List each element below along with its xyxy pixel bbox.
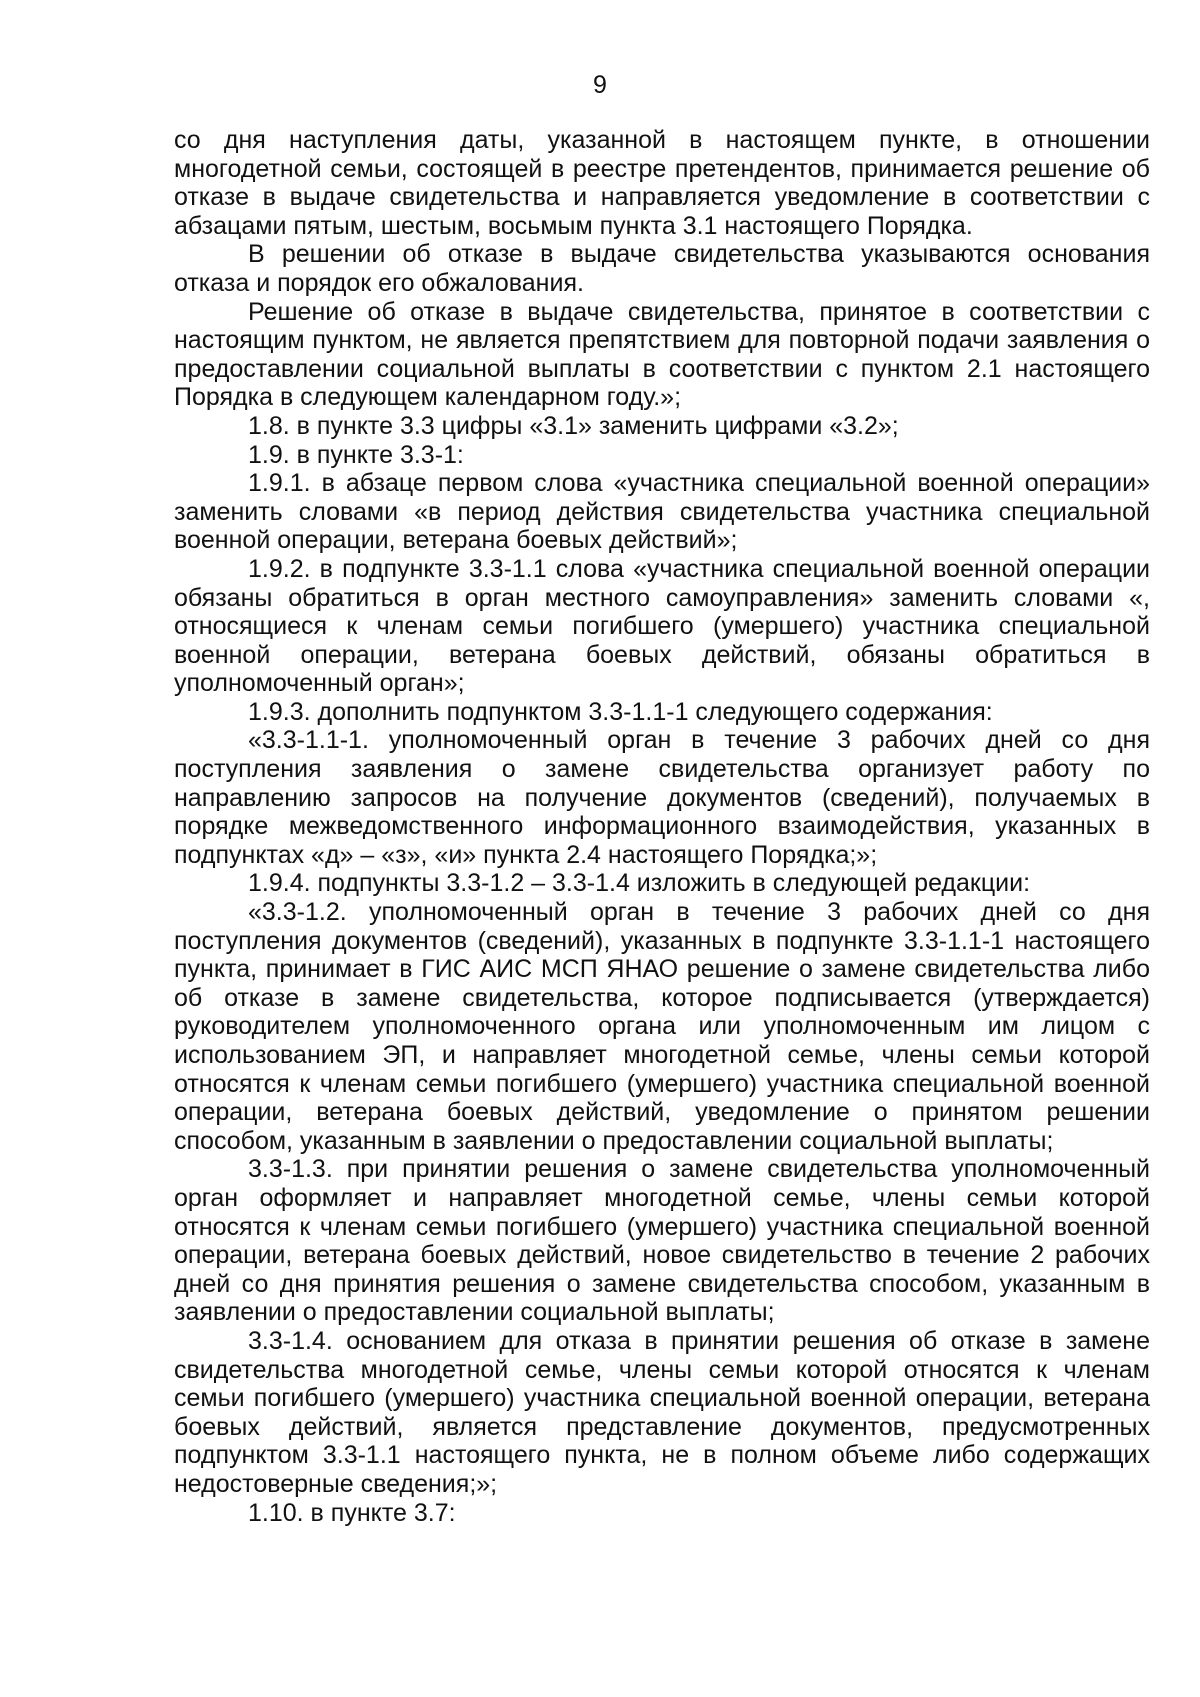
- paragraph-1-8: 1.8. в пункте 3.3 цифры «3.1» заменить цифрами «3.2»;: [248, 411, 899, 440]
- paragraph-1-9-1: 1.9.1. в абзаце первом слова «участника специальной военной операции» заменить словами «в период действия свидетельства участника специальной военной операции, ветерана боевых действий»;: [174, 469, 1150, 555]
- paragraph-3-3-1-1-1: «3.3-1.1-1. уполномоченный орган в течение 3 рабочих дней со дня поступления заявления о замене свидетельства организует работу по направлению запросов на получение документов (сведений), получаемых в порядке межведомственного информационного взаимодействия, указанных в подпунктах «д» – «з», «и» пункта 2.4 настоящего Порядка;»;: [174, 726, 1150, 869]
- page-number: 9: [593, 71, 607, 99]
- paragraph-3-3-1-4: 3.3-1.4. основанием для отказа в принятии решения об отказе в замене свидетельства многодетной семье, члены семьи которой относятся к членам семьи погибшего (умершего) участника специальной военной операции, ветерана боевых действий, является представление документов, предусмотренных подпунктом 3.3-1.1 настоящего пункта, не в полном объеме либо содержащих недостоверные сведения;»;: [174, 1326, 1150, 1498]
- paragraph-refusal-grounds: В решении об отказе в выдаче свидетельства указываются основания отказа и порядок его обжалования.: [174, 240, 1150, 297]
- paragraph-1-9-4: 1.9.4. подпункты 3.3-1.2 – 3.3-1.4 изложить в следующей редакции:: [248, 869, 1031, 898]
- paragraph-refusal-decision: Решение об отказе в выдаче свидетельства, принятое в соответствии с настоящим пунктом, не является препятствием для повторной подачи заявления о предоставлении социальной выплаты в соответствии с пунктом 2.1 настоящего Порядка в следующем календарном году.»;: [174, 297, 1150, 412]
- paragraph-1-9-2: 1.9.2. в подпункте 3.3-1.1 слова «участника специальной военной операции обязаны обратиться в орган местного самоуправления» заменить словами «, относящиеся к членам семьи погибшего (умершего) участника специальной военной операции, ветерана боевых действий, обязаны обратиться в уполномоченный орган»;: [174, 554, 1150, 698]
- paragraph-1-9: 1.9. в пункте 3.3-1:: [248, 440, 464, 469]
- paragraph-3-3-1-3: 3.3-1.3. при принятии решения о замене свидетельства уполномоченный орган оформляет и направляет многодетной семье, члены семьи которой относятся к членам семьи погибшего (умершего) участника специальной военной операции, ветерана боевых действий, новое свидетельство в течение 2 рабочих дней со дня принятия решения о замене свидетельства способом, указанным в заявлении о предоставлении социальной выплаты;: [174, 1155, 1150, 1327]
- paragraph-1-9-3: 1.9.3. дополнить подпунктом 3.3-1.1-1 следующего содержания:: [248, 697, 993, 726]
- document-body: [174, 126, 1150, 1527]
- paragraph-3-3-1-2: «3.3-1.2. уполномоченный орган в течение 3 рабочих дней со дня поступления документов (сведений), указанных в подпункте 3.3-1.1-1 настоящего пункта, принимает в ГИС АИС МСП ЯНАО решение о замене свидетельства либо об отказе в замене свидетельства, которое подписывается (утверждается) руководителем уполномоченного органа или уполномоченным им лицом с использованием ЭП, и направляет многодетной семье, члены семьи которой относятся к членам семьи погибшего (умершего) участника специальной военной операции, ветерана боевых действий, уведомление о принятом решении способом, указанным в заявлении о предоставлении социальной выплаты;: [174, 898, 1150, 1155]
- paragraph-continuation: со дня наступления даты, указанной в настоящем пункте, в отношении многодетной семьи, состоящей в реестре претендентов, принимается решение об отказе в выдаче свидетельства и направляется уведомление в соответствии с абзацами пятым, шестым, восьмым пункта 3.1 настоящего Порядка.: [174, 126, 1150, 240]
- paragraph-1-10: 1.10. в пункте 3.7:: [248, 1498, 456, 1527]
